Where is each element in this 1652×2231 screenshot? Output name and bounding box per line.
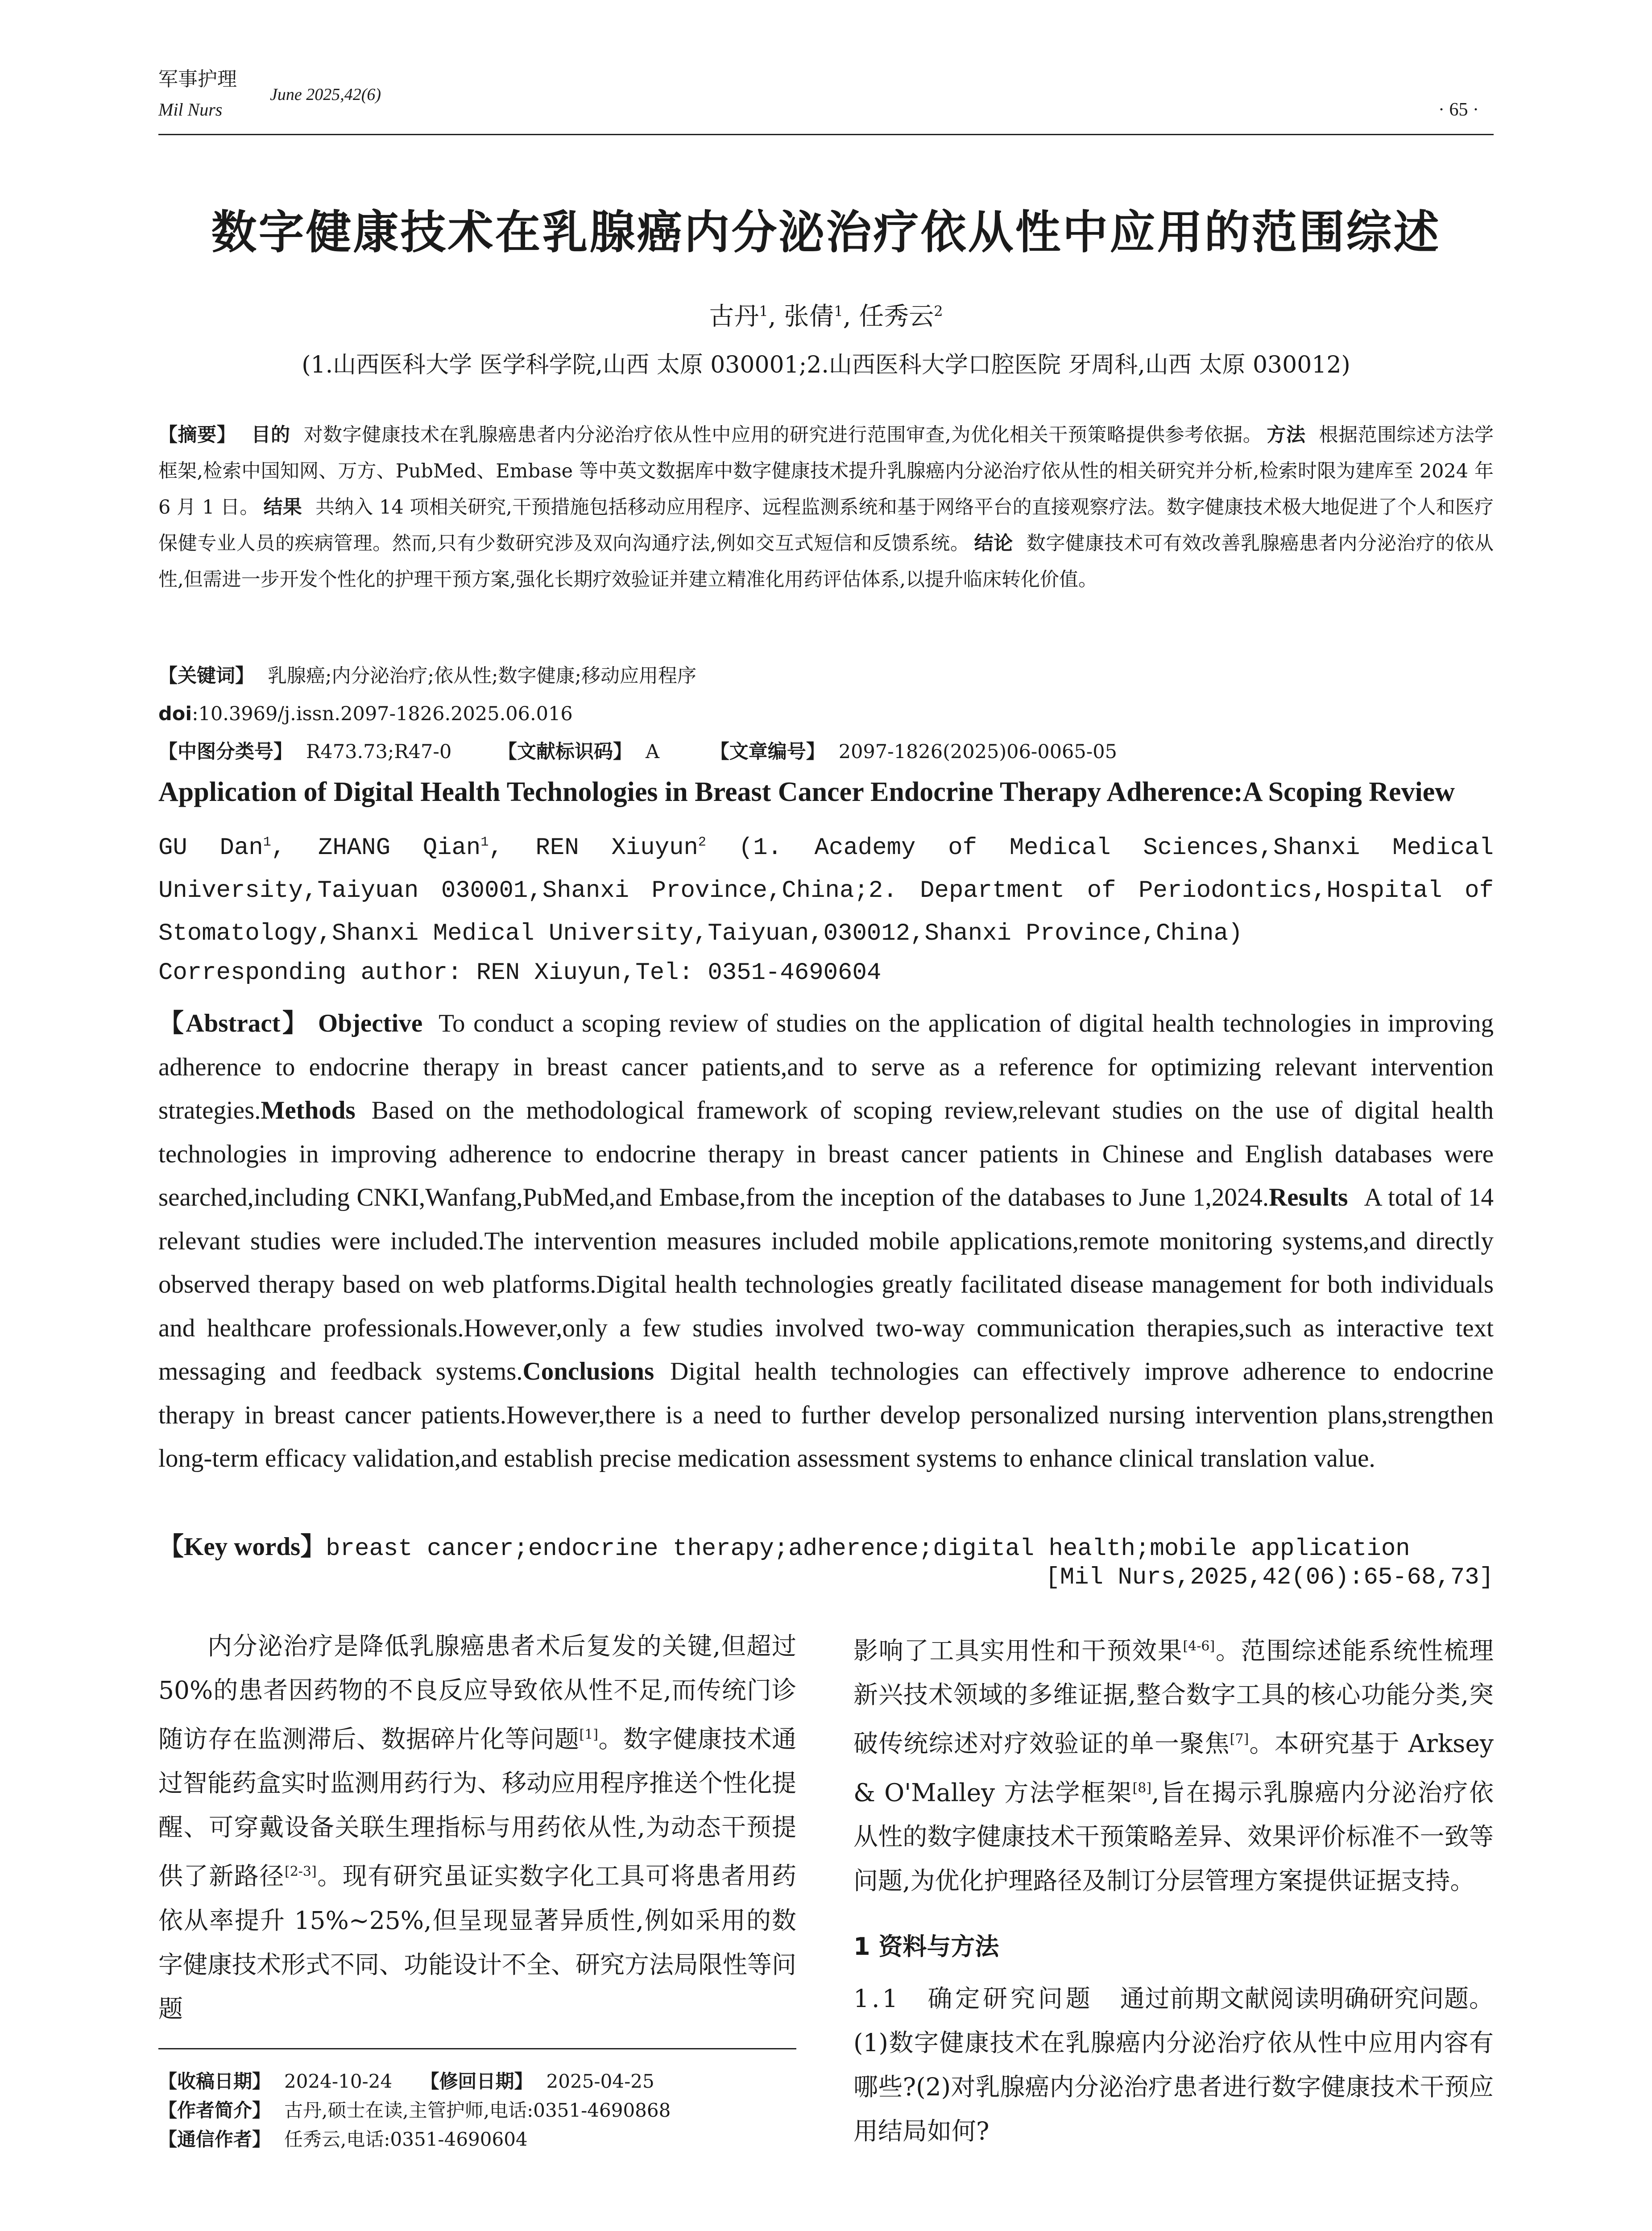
revised-date: 2025-04-25: [546, 2070, 654, 2092]
received-date: 2024-10-24: [284, 2070, 393, 2092]
author-affil-mark: 1: [834, 303, 843, 320]
author-affil-mark: 2: [934, 303, 943, 320]
author-name: 古丹: [709, 302, 759, 331]
results-text: 共纳入 14 项相关研究,干预措施包括移动应用程序、远程监测系统和基于网络平台的直接观察疗法。数字健康技术极大地促进了个人和医疗保健专业人员的疾病管理。然而,只有少数研究涉及双向沟通疗法,例如交互式短信和反馈系统。: [158, 496, 1494, 555]
author-affil-mark: 1: [759, 303, 768, 320]
body-column-left: [158, 1624, 796, 2031]
body-text: ,旨在揭示乳腺癌内分泌治疗依从性的数字健康技术干预策略差异、效果评价标准不一致等问题,为优化护理路径及制订分层管理方案提供证据支持。: [853, 1778, 1494, 1895]
subsection-title: 确定研究问题: [927, 1984, 1093, 2013]
received-label: 【收稿日期】: [158, 2070, 271, 2092]
en-affiliation: (1. Academy of Medical Sciences,Shanxi Medical University,Taiyuan 030001,Shanxi Province,China;2. Department of Periodontics,Hospital of Stomatology,Shanxi Medical University,Taiyuan,030012,Shanxi Province,China): [158, 834, 1494, 947]
affiliation: (1.山西医科大学 医学科学院,山西 太原 030001;2.山西医科大学口腔医院 牙周科,山西 太原 030012): [302, 352, 1350, 378]
en-abstract-label: 【Abstract】: [158, 1009, 310, 1037]
footnote-dates: [158, 2068, 654, 2095]
footnote-corr: [158, 2126, 528, 2153]
corresponding-author: Corresponding author: REN Xiuyun,Tel: 0351-4690604: [158, 959, 882, 987]
doi-line: [158, 701, 1494, 727]
results-label: 结果: [263, 496, 302, 518]
journal-name-cn: 军事护理: [158, 68, 237, 91]
en-keywords-text: breast cancer;endocrine therapy;adherence;digital health;mobile application: [326, 1535, 1410, 1563]
author-intro-label: 【作者简介】: [158, 2099, 271, 2121]
doi-label: doi: [158, 703, 192, 725]
corr-author-label: 【通信作者】: [158, 2128, 271, 2150]
body-text: 。数字健康技术通过智能药盒实时监测用药行为、移动应用程序推送个性化提醒、可穿戴设备关联生理指标与用药依从性,为动态干预提供了新路径: [158, 1725, 797, 1891]
header-rule: [158, 134, 1494, 135]
en-objective-text: To conduct a scoping review of studies on the application of digital health technologies in improving adherence to endocrine therapy in breast cancer patients,and to serve as a reference for optimizing relevant intervention strategies.: [158, 1009, 1494, 1124]
body-paragraph: [853, 1977, 1494, 2153]
clc-value: R473.73;R47-0: [306, 741, 452, 763]
en-objective-label: Objective: [318, 1009, 423, 1037]
keywords-cn: [158, 663, 1494, 689]
article-no-value: 2097-1826(2025)06-0065-05: [838, 741, 1118, 763]
objective-label: 目的: [251, 424, 290, 446]
abstract-en: [158, 1002, 1494, 1480]
doc-code-value: A: [645, 741, 660, 763]
en-methods-label: Methods: [261, 1096, 356, 1124]
revised-label: 【修回日期】: [420, 2070, 533, 2092]
paper-title: 数字健康技术在乳腺癌内分泌治疗依从性中应用的范围综述: [211, 206, 1441, 259]
body-paragraph: [853, 1624, 1494, 1903]
classification-line: [158, 738, 1494, 765]
author-name: 张倩: [784, 302, 834, 331]
author-intro: 古丹,硕士在读,主管护师,电话:0351-4690868: [284, 2099, 671, 2121]
body-text: 通过前期文献阅读明确研究问题。(1)数字健康技术在乳腺癌内分泌治疗依从性中应用内容有哪些?(2)对乳腺癌内分泌治疗患者进行数字健康技术干预应用结局如何?: [853, 1984, 1494, 2145]
reference-mark[interactable]: [7]: [1230, 1731, 1249, 1747]
en-author-name: ZHANG Qian: [318, 834, 481, 862]
methods-label: 方法: [1267, 424, 1306, 446]
author-sep: ,: [843, 302, 851, 331]
author-name: 任秀云: [859, 302, 934, 331]
abstract-label: 【摘要】: [158, 424, 236, 446]
article-no-label: 【文章编号】: [710, 741, 825, 763]
footnote-rule: [158, 2048, 796, 2049]
en-results-text: A total of 14 relevant studies were included.The intervention measures included mobile applications,remote monitoring systems,and directly observed therapy based on web platforms.Digital health technologies greatly facilitated disease management for both individuals and healthcare professionals.However,only a few studies involved two-way communication therapies,such as interactive text messaging and feedback systems.: [158, 1183, 1494, 1385]
doi-text: :10.3969/j.issn.2097-1826.2025.06.016: [192, 703, 573, 725]
keywords-en: [158, 1526, 1494, 1563]
keywords-label: 【关键词】: [158, 665, 254, 687]
body-text: 。现有研究虽证实数字化工具可将患者用药依从率提升 15%~25%,但呈现显著异质性,例如采用的数字健康技术形式不同、功能设计不全、研究方法局限性等问题: [158, 1862, 797, 2023]
en-results-label: Results: [1269, 1183, 1348, 1211]
en-author-name: GU Dan: [158, 834, 263, 862]
doc-code-label: 【文献标识码】: [497, 741, 632, 763]
methods-text: 根据范围综述方法学框架,检索中国知网、万方、PubMed、Embase 等中英文数据库中数字健康技术提升乳腺癌内分泌治疗依从性的相关研究并分析,检索时限为建库至 2024 年 6 月 1 日。: [158, 424, 1494, 518]
objective-text: 对数字健康技术在乳腺癌患者内分泌治疗依从性中应用的研究进行范围审查,为优化相关干预策略提供参考依据。: [303, 424, 1263, 446]
keywords-text: 乳腺癌;内分泌治疗;依从性;数字健康;移动应用程序: [268, 665, 696, 687]
corr-author: 任秀云,电话:0351-4690604: [284, 2128, 528, 2150]
body-text: 影响了工具实用性和干预效果: [853, 1636, 1183, 1665]
body-paragraph: [158, 1624, 796, 2031]
reference-mark[interactable]: [4-6]: [1183, 1638, 1215, 1654]
reference-mark[interactable]: [8]: [1132, 1780, 1152, 1796]
en-author-name: REN Xiuyun: [535, 834, 698, 862]
conclusion-label: 结论: [974, 532, 1013, 555]
subsection-number: 1.1: [853, 1984, 901, 2013]
en-conclusions-label: Conclusions: [522, 1357, 654, 1385]
conclusion-text: 数字健康技术可有效改善乳腺癌患者内分泌治疗的依从性,但需进一步开发个性化的护理干预方案,强化长期疗效验证并建立精准化用药评估体系,以提升临床转化价值。: [158, 532, 1494, 591]
en-keywords-label: 【Key words】: [158, 1533, 326, 1561]
page-number: · 65 ·: [1438, 100, 1479, 120]
reference-mark[interactable]: [1]: [579, 1727, 598, 1742]
author-sep: ,: [768, 302, 776, 331]
english-title: Application of Digital Health Technologies in Breast Cancer Endocrine Therapy Adherence:A Scoping Review: [158, 777, 1455, 807]
body-column-right: [853, 1624, 1494, 1903]
section-heading: 1 资料与方法: [853, 1932, 999, 1961]
issue-info: June 2025,42(6): [270, 85, 381, 104]
body-text: 。本研究基于 Arksey & O'Malley 方法学框架: [853, 1729, 1494, 1807]
clc-label: 【中图分类号】: [158, 741, 293, 763]
body-text: 内分泌治疗是降低乳腺癌患者术后复发的关键,但超过 50%的患者因药物的不良反应导致依从性不足,而传统门诊随访存在监测滞后、数据碎片化等问题: [158, 1632, 796, 1754]
english-authors: GU Dan$^1$, ZHANG Qian$^1$, REN Xiuyun$^2$ (1. Academy of Medical Sciences,Shanxi Medical University,Taiyuan 030001,Shanxi Province,China;2. Department of Periodontics,Hospital of Stomatology,Shanxi Medical University,Taiyuan,030012,Shanxi Province,China): [158, 834, 1494, 947]
abstract-cn: [158, 417, 1494, 598]
en-methods-text: Based on the methodological framework of scoping review,relevant studies on the use of digital health technologies in improving adherence to endocrine therapy in breast cancer patients in Chinese and English databases were searched,including CNKI,Wanfang,PubMed,and Embase,from the inception of the databases to June 1,2024.: [158, 1096, 1494, 1211]
subsection: [853, 1977, 1494, 2153]
journal-name-en: Mil Nurs: [158, 100, 223, 120]
citation: [Mil Nurs,2025,42(06):65-68,73]: [1045, 1564, 1494, 1591]
footnote-author: [158, 2097, 671, 2124]
body-text: 。范围综述能系统性梳理新兴技术领域的多维证据,整合数字工具的核心功能分类,突破传统综述对疗效验证的单一聚焦: [853, 1636, 1494, 1758]
en-conclusions-text: Digital health technologies can effectively improve adherence to endocrine therapy in breast cancer patients.However,there is a need to further develop personalized nursing intervention plans,strengthen long-term efficacy validation,and establish precise medication assessment systems to enhance clinical translation value.: [158, 1357, 1494, 1472]
author-list: [158, 297, 1494, 332]
reference-mark[interactable]: [2-3]: [284, 1864, 317, 1880]
